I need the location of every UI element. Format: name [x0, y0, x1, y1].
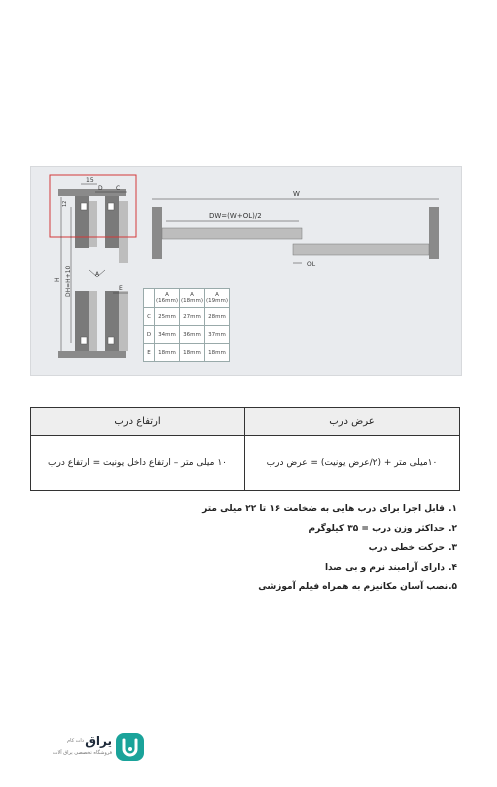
row-label: D: [144, 326, 155, 344]
door-size-table: [30, 407, 460, 491]
brand-logo[interactable]: [40, 733, 150, 763]
table-cell: 18mm: [155, 344, 180, 362]
bottom-roller-left: [81, 337, 87, 344]
table-row: [144, 308, 230, 326]
table-cell: 34mm: [155, 326, 180, 344]
door-height-header: ارتفاع درب: [31, 408, 245, 436]
right-door-edge-bottom: [119, 291, 128, 351]
bottom-roller-right: [108, 337, 114, 344]
label-w: W: [293, 190, 300, 198]
front-door: [162, 228, 302, 239]
logo-name: یراق: [85, 734, 112, 748]
label-a: A: [95, 271, 100, 278]
col-header: A (18mm): [180, 289, 205, 308]
rear-door: [293, 244, 429, 255]
door-height-formula: ۱۰ میلی متر – ارتفاع داخل یونیت = ارتفاع درب: [31, 436, 245, 490]
feature-item: ۱. قابل اجرا برای درب هایی به ضخامت ۱۶ تا ۲۲ میلی متر: [202, 504, 457, 514]
label-d: D: [98, 185, 103, 192]
row-label: E: [144, 344, 155, 362]
label-ol: OL: [307, 261, 316, 268]
feature-item: ۳. حرکت خطی درب: [368, 543, 457, 553]
dimension-table: [143, 288, 230, 362]
table-cell: 37mm: [205, 326, 230, 344]
logo-icon: [116, 733, 144, 761]
table-cell: 18mm: [205, 344, 230, 362]
row-label: C: [144, 308, 155, 326]
corner-cell: [144, 289, 155, 308]
logo-suffix: دات کام: [67, 738, 84, 744]
left-door-edge-top: [89, 201, 97, 247]
top-roller-right: [108, 203, 114, 210]
dimension-table-header: [144, 289, 230, 308]
table-row: [144, 344, 230, 362]
feature-item: ۵.نصب آسان مکانیزم به همراه فیلم آموزشی: [258, 582, 457, 592]
diagram-drawing: [31, 167, 461, 375]
technical-diagram: [30, 166, 462, 376]
label-15: 15: [86, 177, 94, 184]
bottom-rail: [58, 351, 126, 358]
label-h: H: [54, 277, 61, 282]
left-side-panel: [152, 207, 162, 259]
feature-list: [157, 500, 457, 598]
label-dh: DH=H+10: [65, 265, 72, 297]
label-c: C: [116, 185, 121, 192]
feature-item: ۴. دارای آرامبند نرم و بی صدا: [324, 562, 457, 573]
label-dw: DW=(W+OL)/2: [209, 212, 262, 220]
right-door-edge-top: [119, 201, 128, 263]
col-header: A (19mm): [205, 289, 230, 308]
label-12: 12: [62, 200, 68, 207]
feature-item: ۲. حداکثر وزن درب = ۳۵ کیلوگرم: [308, 523, 457, 534]
table-row: [144, 326, 230, 344]
table-cell: 18mm: [180, 344, 205, 362]
table-cell: 25mm: [155, 308, 180, 326]
left-door-edge-bottom: [89, 291, 97, 351]
door-width-header: عرض درب: [245, 408, 459, 436]
logo-tagline: فروشگاه تخصصی یراق آلات: [52, 750, 112, 756]
door-width-formula: ۱۰میلی متر + (۲/عرض یونیت) = عرض درب: [266, 458, 438, 468]
col-header: A (16mm): [155, 289, 180, 308]
table-cell: 27mm: [180, 308, 205, 326]
label-e: E: [119, 285, 123, 292]
table-cell: 28mm: [205, 308, 230, 326]
table-cell: 36mm: [180, 326, 205, 344]
top-roller-left: [81, 203, 87, 210]
right-side-panel: [429, 207, 439, 259]
